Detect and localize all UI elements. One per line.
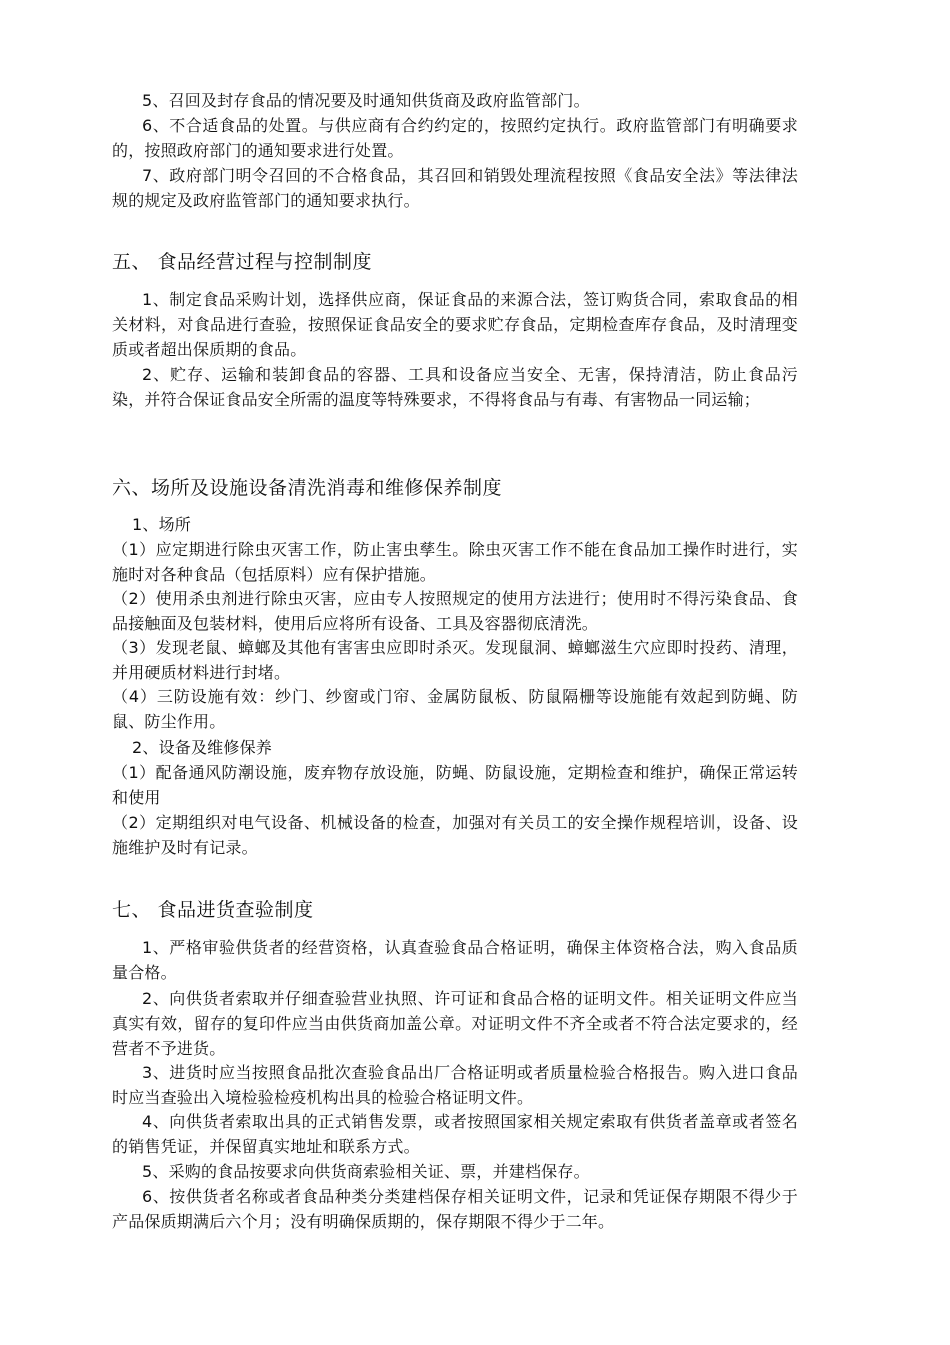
- sec7-item-6: 6、按供货者名称或者食品种类分类建档保存相关证明文件，记录和凭证保存期限不得少于产品保质期满后六个月；没有明确保质期的，保存期限不得少于二年。: [112, 1187, 798, 1231]
- sec7-item-3: 3、进货时应当按照食品批次查验食品出厂合格证明或者质量检验合格报告。购入进口食品时应当查验出入境检验检疫机构出具的检验合格证明文件。: [112, 1063, 798, 1107]
- sec6-sub2-item-1: （1）配备通风防潮设施，废弃物存放设施，防蝇、防鼠设施，定期检查和维护，确保正常运转和使用: [112, 763, 798, 807]
- sec6-subheading-1: 1、场所: [132, 515, 191, 534]
- sec5-item-2: 2、贮存、运输和装卸食品的容器、工具和设备应当安全、无害，保持清洁，防止食品污染，并符合保证食品安全所需的温度等特殊要求，不得将食品与有毒、有害物品一同运输；: [112, 365, 798, 409]
- sec7-item-1: 1、严格审验供货者的经营资格，认真查验食品合格证明，确保主体资格合法，购入食品质量合格。: [112, 938, 798, 982]
- sec5-heading: 五、 食品经营过程与控制制度: [112, 251, 373, 273]
- sec4-item-7: 7、政府部门明令召回的不合格食品，其召回和销毁处理流程按照《食品安全法》等法律法规的规定及政府监管部门的通知要求执行。: [112, 166, 798, 210]
- sec7-item-5: 5、采购的食品按要求向供货商索验相关证、票，并建档保存。: [142, 1162, 590, 1181]
- sec6-subheading-2: 2、设备及维修保养: [132, 738, 272, 757]
- sec6-sub1-item-4: （4）三防设施有效：纱门、纱窗或门帘、金属防鼠板、防鼠隔栅等设施能有效起到防蝇、防鼠、防尘作用。: [112, 687, 798, 731]
- sec4-item-5: 5、召回及封存食品的情况要及时通知供货商及政府监管部门。: [142, 91, 590, 110]
- sec7-item-4: 4、向供货者索取出具的正式销售发票，或者按照国家相关规定索取有供货者盖章或者签名的销售凭证，并保留真实地址和联系方式。: [112, 1112, 798, 1156]
- sec7-heading: 七、 食品进货查验制度: [112, 899, 314, 921]
- sec5-item-1: 1、制定食品采购计划，选择供应商，保证食品的来源合法，签订购货合同，索取食品的相关材料，对食品进行查验，按照保证食品安全的要求贮存食品，定期检查库存食品，及时清理变质或者超出保质期的食品。: [112, 290, 798, 359]
- sec6-sub1-item-1: （1）应定期进行除虫灭害工作，防止害虫孳生。除虫灭害工作不能在食品加工操作时进行，实施时对各种食品（包括原料）应有保护措施。: [112, 540, 798, 584]
- sec6-sub2-item-2: （2）定期组织对电气设备、机械设备的检查，加强对有关员工的安全操作规程培训，设备、设施维护及时有记录。: [112, 813, 798, 857]
- sec6-sub1-item-2: （2）使用杀虫剂进行除虫灭害，应由专人按照规定的使用方法进行；使用时不得污染食品、食品接触面及包装材料，使用后应将所有设备、工具及容器彻底清洗。: [112, 589, 798, 633]
- sec7-item-2: 2、向供货者索取并仔细查验营业执照、许可证和食品合格的证明文件。相关证明文件应当真实有效，留存的复印件应当由供货商加盖公章。对证明文件不齐全或者不符合法定要求的，经营者不予进货。: [112, 989, 798, 1058]
- sec6-heading: 六、场所及设施设备清洗消毒和维修保养制度: [112, 477, 503, 499]
- sec6-sub1-item-3: （3）发现老鼠、蟑螂及其他有害害虫应即时杀灭。发现鼠洞、蟑螂滋生穴应即时投药、清理，并用硬质材料进行封堵。: [112, 638, 798, 682]
- sec4-item-6: 6、不合适食品的处置。与供应商有合约约定的，按照约定执行。政府监管部门有明确要求的，按照政府部门的通知要求进行处置。: [112, 116, 798, 160]
